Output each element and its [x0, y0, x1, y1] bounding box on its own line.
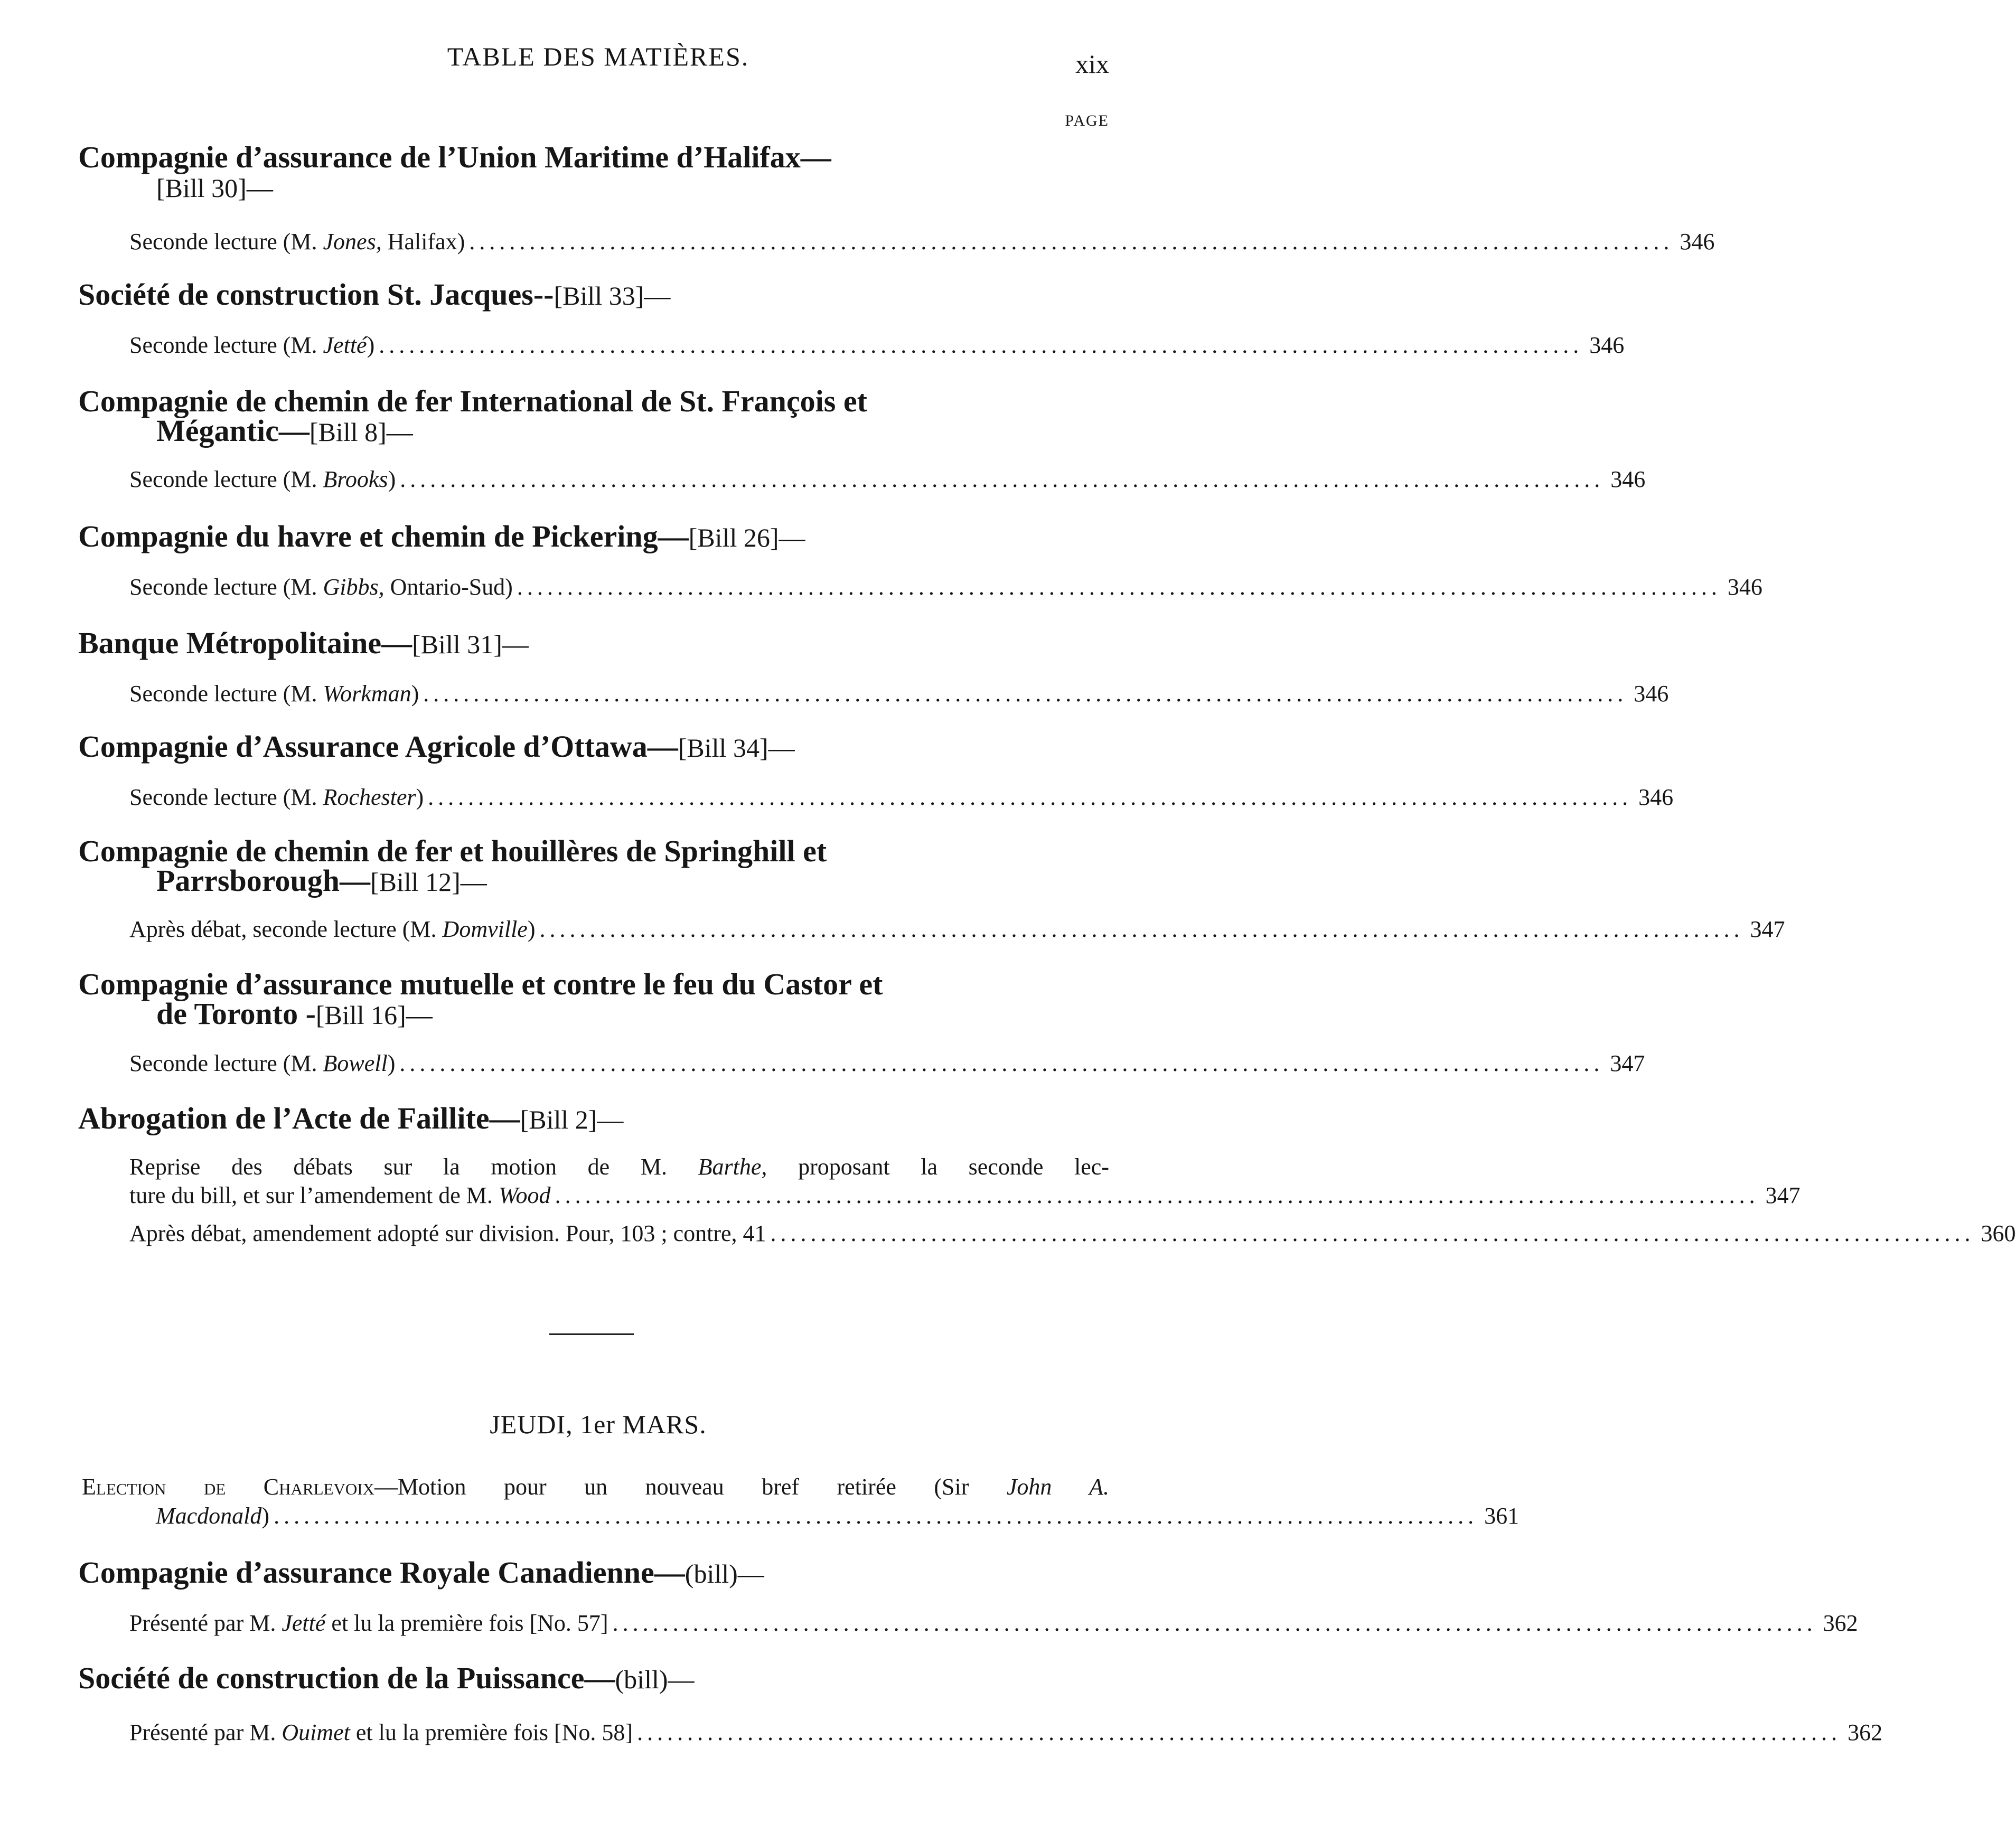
page-ref: 346 [1727, 574, 1762, 600]
section-title: Compagnie de chemin de fer et houillères de Springhill et [78, 834, 827, 868]
bill-reference: (bill)— [684, 1559, 764, 1588]
speaker-name: Gibbs, [323, 574, 385, 600]
dot-leader: ........................................................................................................................ [428, 784, 1633, 810]
toc-entry: Après débat, seconde lecture (M. Domville) ........................................................................................................................ 347 [129, 916, 1785, 942]
speaker-name: John A. [1006, 1474, 1109, 1500]
section-heading [78, 836, 1029, 897]
dot-leader: ........................................................................................................................ [517, 574, 1721, 600]
day-heading: JEUDI, 1er MARS. [490, 1409, 707, 1439]
section-divider [549, 1333, 634, 1335]
page-ref: 360 [1981, 1220, 2016, 1246]
page-ref: 362 [1823, 1610, 1858, 1636]
section-title-cont: de Toronto - [156, 997, 316, 1031]
section-heading [78, 277, 1029, 312]
speaker-name: Jetté [323, 332, 367, 358]
toc-entry: Seconde lecture (M. Brooks) ........................................................................................................................ 346 [129, 466, 1646, 492]
speaker-name: Barthe, [698, 1154, 767, 1180]
speaker-name: Macdonald [156, 1503, 262, 1529]
toc-entry: Seconde lecture (M. Jones, Halifax) ........................................................................................................................ 346 [129, 229, 1715, 255]
toc-entry-line: Election de Charlevoix—Motion pour un nouveau bref retirée (Sir John A. [82, 1474, 1109, 1500]
speaker-name: Workman [323, 681, 411, 707]
bill-reference: [Bill 8]— [309, 417, 413, 447]
page-ref: 361 [1484, 1503, 1520, 1529]
toc-entry: Seconde lecture (M. Bowell) ........................................................................................................................ 347 [129, 1050, 1645, 1076]
page-ref: 346 [1610, 466, 1646, 492]
page-ref: 346 [1589, 332, 1625, 358]
bill-reference: [Bill 30]— [156, 173, 273, 203]
bill-reference: [Bill 33]— [554, 281, 671, 311]
dot-leader: ........................................................................................................................ [555, 1182, 1759, 1208]
section-heading [78, 140, 1029, 203]
dot-leader: ........................................................................................................................ [423, 681, 1628, 707]
section-heading [78, 628, 1029, 659]
item-smallcaps: Election de Charlevoix [82, 1474, 374, 1500]
section-title: Compagnie de chemin de fer International de St. François et [78, 384, 867, 418]
toc-entry: ture du bill, et sur l’amendement de M. Wood ........................................................................................................................ 347 [129, 1182, 1801, 1208]
section-heading [78, 967, 1029, 1031]
speaker-name: Jones, [323, 229, 382, 255]
bill-reference: [Bill 31]— [412, 629, 529, 659]
section-title: Compagnie d’assurance mutuelle et contre le feu du Castor et [78, 967, 883, 1001]
toc-entry: Seconde lecture (M. Gibbs, Ontario-Sud) ........................................................................................................................ 346 [129, 574, 1762, 600]
section-title: Société de construction de la Puissance— [78, 1661, 615, 1695]
page-ref: 346 [1634, 681, 1669, 707]
bill-reference: [Bill 2]— [520, 1105, 624, 1134]
speaker-name: Brooks [323, 466, 388, 492]
toc-entry: Macdonald) ........................................................................................................................ 361 [156, 1503, 1520, 1529]
page-ref: 347 [1765, 1182, 1801, 1208]
bill-reference: [Bill 34]— [678, 733, 795, 763]
section-heading [78, 384, 1029, 448]
dot-leader: ........................................................................................................................ [274, 1503, 1478, 1529]
section-heading [78, 1101, 1029, 1135]
toc-entry: Seconde lecture (M. Rochester) ........................................................................................................................ 346 [129, 784, 1674, 810]
bill-reference: [Bill 12]— [370, 867, 487, 897]
section-heading [78, 519, 1029, 553]
section-title: Compagnie du havre et chemin de Pickering— [78, 519, 689, 553]
page-column-label: PAGE [1065, 112, 1109, 129]
speaker-name: Domville [442, 916, 528, 942]
page-ref: 347 [1610, 1050, 1645, 1076]
toc-entry: Présenté par M. Ouimet et lu la première fois [No. 58] ........................................................................................................................ 362 [129, 1719, 1883, 1745]
toc-entry-line: Reprise des débats sur la motion de M. Barthe, proposant la seconde lec- [129, 1154, 1109, 1180]
section-title: Abrogation de l’Acte de Faillite— [78, 1101, 520, 1135]
speaker-name: Ouimet [282, 1719, 350, 1745]
page-ref: 362 [1848, 1719, 1883, 1745]
toc-entry: Seconde lecture (M. Workman) ........................................................................................................................ 346 [129, 681, 1669, 707]
speaker-name: Wood [498, 1182, 551, 1208]
dot-leader: ........................................................................................................................ [612, 1610, 1817, 1636]
bill-reference: (bill)— [615, 1665, 695, 1694]
speaker-name: Bowell [323, 1050, 388, 1076]
section-title: Compagnie d’assurance Royale Canadienne— [78, 1555, 685, 1590]
section-title-cont: Mégantic— [156, 413, 310, 448]
running-title: TABLE DES MATIÈRES. [447, 42, 749, 71]
section-title: Compagnie d’assurance de l’Union Maritime d’Halifax— [78, 140, 831, 174]
page-ref: 346 [1638, 784, 1674, 810]
section-heading [78, 1663, 1029, 1694]
section-heading [78, 1555, 1029, 1590]
toc-entry: Seconde lecture (M. Jetté) ........................................................................................................................ 346 [129, 332, 1625, 358]
section-heading [78, 729, 1029, 764]
section-title: Banque Métropolitaine— [78, 626, 412, 660]
toc-entry: Après débat, amendement adopté sur division. Pour, 103 ; contre, 41 ........................................................................................................................ 360 [129, 1220, 2016, 1246]
section-title: Société de construction St. Jacques-- [78, 277, 554, 312]
dot-leader: ........................................................................................................................ [637, 1719, 1842, 1745]
dot-leader: ........................................................................................................................ [770, 1220, 1975, 1246]
dot-leader: ........................................................................................................................ [379, 332, 1583, 358]
dot-leader: ........................................................................................................................ [400, 466, 1605, 492]
page-ref: 346 [1680, 229, 1715, 255]
dot-leader: ........................................................................................................................ [469, 229, 1674, 255]
toc-entry: Présenté par M. Jetté et lu la première fois [No. 57] ........................................................................................................................ 362 [129, 1610, 1858, 1636]
page-ref: 347 [1750, 916, 1785, 942]
dot-leader: ........................................................................................................................ [399, 1050, 1604, 1076]
speaker-name: Jetté [282, 1610, 326, 1636]
bill-reference: [Bill 26]— [688, 523, 805, 552]
page-number: xix [1075, 49, 1109, 79]
section-title: Compagnie d’Assurance Agricole d’Ottawa— [78, 729, 678, 764]
dot-leader: ........................................................................................................................ [539, 916, 1744, 942]
bill-reference: [Bill 16]— [315, 1000, 433, 1030]
speaker-name: Rochester [323, 784, 416, 810]
section-title-cont: Parrsborough— [156, 863, 370, 898]
